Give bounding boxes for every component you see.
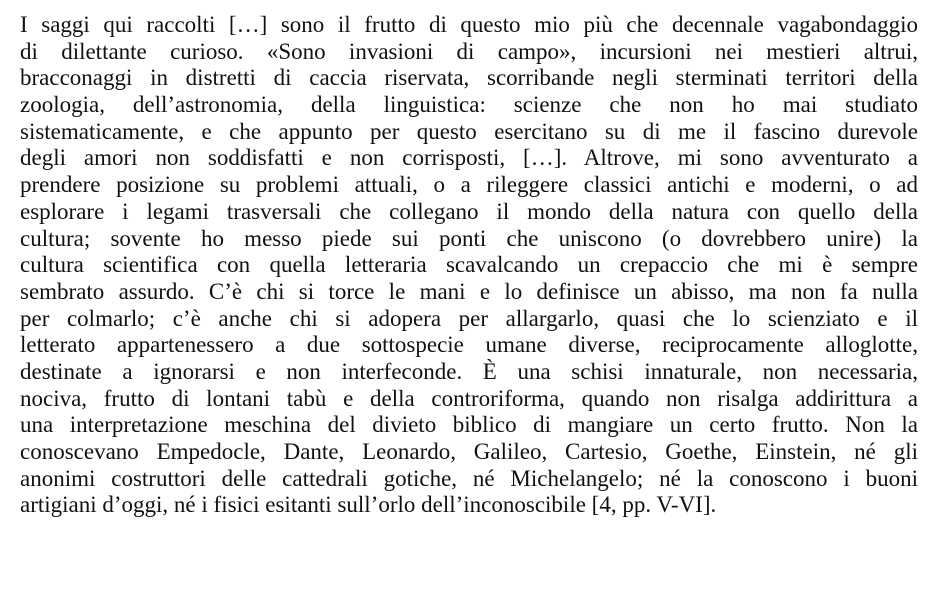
text-line: letterato appartenessero a due sottospecie umane diverse, reciprocamente alloglotte, [20,332,918,358]
quoted-paragraph [20,12,918,519]
text-line: degli amori non soddisfatti e non corrisposti, […]. Altrove, mi sono avventurato a [20,145,918,171]
text-line: destinate a ignorarsi e non interfeconde. È una schisi innaturale, non necessaria, [20,358,918,384]
text-line: esplorare i legami trasversali che collegano il mondo della natura con quello della [20,198,918,224]
text-line: di dilettante curioso. «Sono invasioni di campo», incursioni nei mestieri altrui, [20,38,918,64]
text-line: artigiani d’oggi, né i fisici esitanti sull’orlo dell’inconoscibile [4, pp. V-VI]. [20,492,717,518]
text-line: prendere posizione su problemi attuali, o a rileggere classici antichi e moderni, o ad [20,172,918,198]
text-line: anonimi costruttori delle cattedrali gotiche, né Michelangelo; né la conoscono i buoni [20,465,918,491]
text-line: zoologia, dell’astronomia, della linguistica: scienze che non ho mai studiato [20,92,918,118]
text-line: nociva, frutto di lontani tabù e della controriforma, quando non risalga addirittura a [20,385,918,411]
text-line: conoscevano Empedocle, Dante, Leonardo, Galileo, Cartesio, Goethe, Einstein, né gli [20,439,918,464]
text-line: bracconaggi in distretti di caccia riservata, scorribande negli sterminati territori della [20,65,918,91]
text-line: sistematicamente, e che appunto per questo esercitano su di me il fascino durevole [20,118,918,144]
text-line: cultura; sovente ho messo piede sui ponti che uniscono (o dovrebbero unire) la [20,225,918,251]
text-line: I saggi qui raccolti […] sono il frutto di questo mio più che decennale vagabondaggio [20,12,918,37]
text-line: cultura scientifica con quella letteraria scavalcando un crepaccio che mi è sempre [20,252,918,278]
text-line: sembrato assurdo. C’è chi si torce le mani e lo definisce un abisso, ma non fa nulla [20,278,918,304]
text-line: per colmarlo; c’è anche chi si adopera per allargarlo, quasi che lo scienziato e il [20,305,918,331]
text-line: una interpretazione meschina del divieto biblico di mangiare un certo frutto. Non la [20,412,918,438]
